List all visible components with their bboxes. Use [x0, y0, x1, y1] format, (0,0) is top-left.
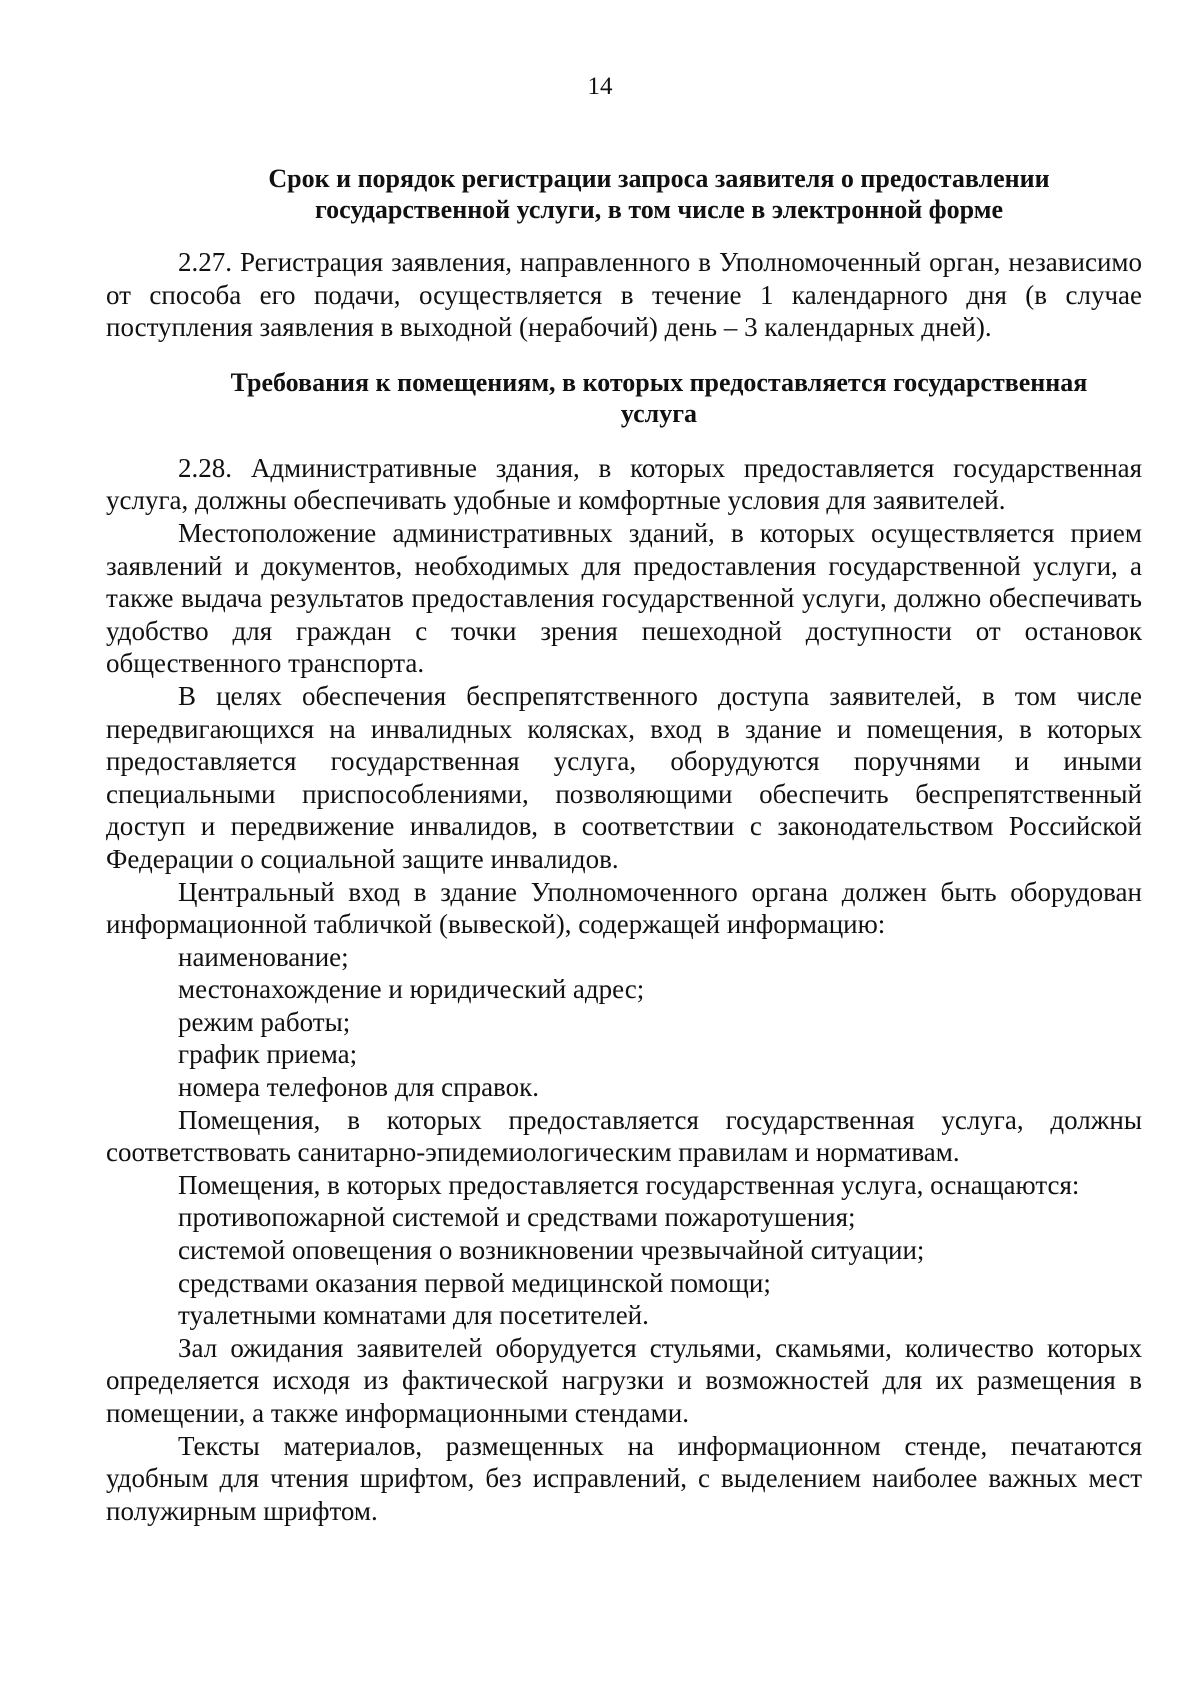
page-number: 14 — [587, 73, 613, 100]
entrance-info-list — [106, 941, 1142, 1104]
paragraph-location: Местоположение административных зданий, в которых осуществляется прием заявлений и документов, необходимых для предоставления государственной услуги, а также выдача результатов предоставления государственной услуги, должно обеспечивать удобство для граждан с точки зрения пешеходной доступности от остановок общественного транспорта. — [106, 517, 1142, 679]
list-item: режим работы; — [178, 1006, 351, 1037]
list-item: номера телефонов для справок. — [178, 1072, 539, 1103]
paragraph-sanitary: Помещения, в которых предоставляется государственная услуга, должны соответствовать санитарно-эпидемиологическим правилам и нормативам. — [106, 1104, 1142, 1168]
paragraph-access: В целях обеспечения беспрепятственного доступа заявителей, в том числе передвигающихся на инвалидных колясках, вход в здание и помещения, в которых предоставляется государственная услуга, оборудуются поручнями и иными специальными приспособлениями, позволяющими обеспечить беспрепятственный доступ и передвижение инвалидов, в соответствии с законодательством Российской Федерации о социальной защите инвалидов. — [106, 680, 1142, 874]
paragraph-waiting-hall: Зал ожидания заявителей оборудуется стульями, скамьями, количество которых определяется исходя из фактической нагрузки и возможностей для их размещения в помещении, а также информационными стендами. — [106, 1332, 1142, 1428]
list-item: системой оповещения о возникновении чрезвычайной ситуации; — [178, 1235, 925, 1266]
heading-line: Срок и порядок регистрации запроса заявителя о предоставлении — [268, 164, 1050, 193]
section-heading-registration — [106, 163, 1142, 225]
heading-line: Требования к помещениям, в которых предоставляется государственная — [230, 367, 1088, 397]
paragraph-entrance: Центральный вход в здание Уполномоченного органа должен быть оборудован информационной табличкой (вывеской), содержащей информацию: — [106, 876, 1142, 940]
document-body — [106, 163, 1142, 1527]
section-heading-premises — [106, 367, 1142, 429]
list-item: местонахождение и юридический адрес; — [178, 974, 645, 1005]
paragraph-equipped: Помещения, в которых предоставляется государственная услуга, оснащаются: — [178, 1169, 1080, 1200]
equipment-list — [106, 1201, 1142, 1331]
list-item: средствами оказания первой медицинской помощи; — [178, 1267, 771, 1298]
list-item: график приема; — [178, 1039, 358, 1070]
paragraph-stand-texts: Тексты материалов, размещенных на информационном стенде, печатаются удобным для чтения шрифтом, без исправлений, с выделением наиболее важных мест полужирным шрифтом. — [106, 1430, 1142, 1526]
list-item: противопожарной системой и средствами пожаротушения; — [178, 1202, 856, 1233]
heading-line: услуга — [620, 398, 698, 428]
list-item: наименование; — [178, 941, 349, 972]
paragraph-2-27: 2.27. Регистрация заявления, направленного в Уполномоченный орган, независимо от способа его подачи, осуществляется в течение 1 календарного дня (в случае поступления заявления в выходной (нерабочий) день – 3 календарных дней). — [106, 247, 1142, 343]
list-item: туалетными комнатами для посетителей. — [178, 1300, 649, 1331]
paragraph-2-28: 2.28. Административные здания, в которых предоставляется государственная услуга, должны обеспечивать удобные и комфортные условия для заявителей. — [106, 452, 1142, 516]
heading-line: государственной услуги, в том числе в электронной форме — [315, 195, 1003, 224]
